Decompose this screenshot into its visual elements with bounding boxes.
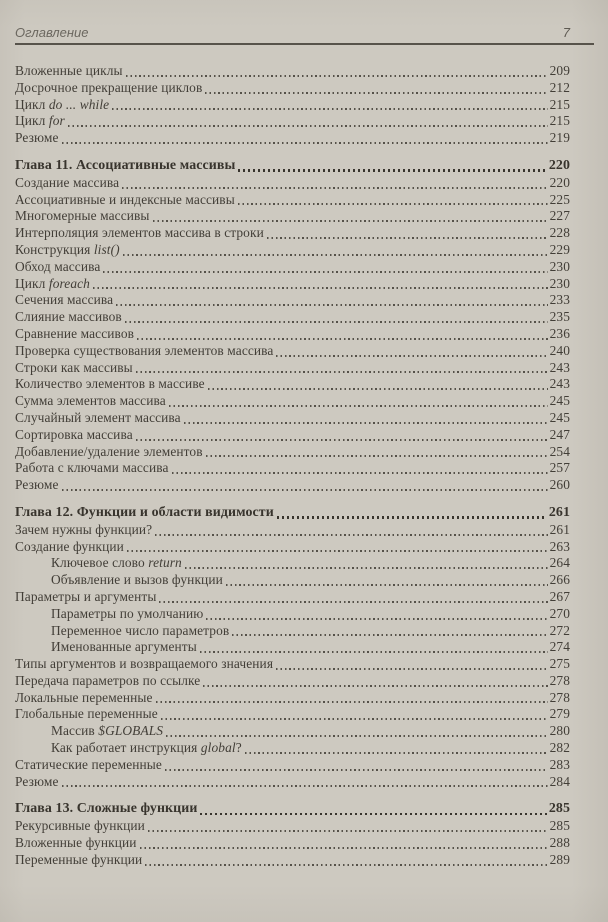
toc-entry-page: 247 [549,426,570,442]
toc-entry [15,192,570,209]
toc-entry [15,477,570,494]
toc-entry-page: 245 [549,409,570,425]
toc-label-part: Вложенные циклы [15,63,123,78]
dot-leader [267,237,548,239]
toc-entry [15,589,570,606]
toc-entry-page: 264 [549,555,570,571]
dot-leader [200,651,548,653]
toc-entry [15,292,570,309]
toc-entry-page: 209 [549,63,570,78]
dot-leader [208,388,548,390]
running-head-title: Оглавление [15,25,89,40]
dot-leader [245,752,548,754]
toc-label-part: Объявление и вызов функции [51,572,223,588]
toc-entry-page: 220 [548,157,570,173]
toc-label-part: Глава 13. Сложные функции [15,801,198,817]
toc-label-part: Типы аргументов и возвращаемого значения [15,656,274,672]
toc-entry-label [15,690,153,707]
toc-label-part: Сечения массива [15,292,114,308]
toc-entry-label [51,723,163,740]
dot-leader [156,701,548,703]
dot-leader [68,125,548,127]
toc-entry [15,63,570,80]
toc-entry-page: 285 [549,818,570,834]
dot-leader [62,489,548,491]
toc-entry-page: 260 [549,477,570,493]
toc-label-part: Массив [51,723,99,739]
toc-entry [15,639,570,656]
toc-label-part: Локальные переменные [15,689,153,705]
toc-entry-page: 283 [549,756,570,772]
toc-entry-page: 243 [549,376,570,392]
toc-entry-page: 263 [549,538,570,554]
toc-label-part: Глава 11. Ассоциативные массивы [15,157,236,173]
toc-entry-page: 220 [549,174,570,190]
dot-leader [238,169,546,171]
toc-entry-page: 212 [549,79,570,95]
dot-leader [93,287,548,289]
toc-label-part: Проверка существования элементов массива [15,342,274,358]
toc-entry [15,757,570,774]
dot-leader [226,584,548,586]
toc-entry [15,673,570,690]
toc-entry-label [15,460,169,477]
toc-entry [15,97,570,114]
toc-entry-label [15,130,59,147]
toc-label-part: Цикл [15,113,49,129]
toc-label-part: Ассоциативные и индексные массивы [15,191,235,207]
toc-entry [15,326,570,343]
toc-label-part: Ключевое слово [51,555,149,571]
toc-entry [15,259,570,276]
toc-entry-page: 230 [549,275,570,291]
toc-entry [15,835,570,852]
toc-entry-page: 227 [549,208,570,224]
toc-entry-page: 235 [549,309,570,325]
scanned-book-page [0,25,608,922]
dot-leader [122,187,547,189]
toc-entry-label [15,360,133,377]
dot-leader [123,254,548,256]
dot-leader [126,75,548,77]
toc-entry [15,818,570,835]
dot-leader [136,371,548,373]
toc-entry [15,130,570,147]
toc-label-part: Глобальные переменные [15,706,158,722]
toc-entry-label [15,259,100,276]
toc-entry-label [15,225,264,242]
toc-entry [15,309,570,326]
toc-label-part: Работа с ключами массива [15,460,169,476]
toc-entry-label [15,393,166,410]
toc-entry-label [15,175,119,192]
toc-entry-label [15,376,205,393]
toc-entry-page: 274 [549,639,570,655]
dot-leader [103,271,547,273]
toc-entry-page: 284 [549,773,570,789]
toc-entry-label [15,427,133,444]
toc-entry-label [15,818,145,835]
toc-entry-label [15,477,59,494]
toc-label-part: Статические переменные [15,756,162,772]
toc-entry-label [15,444,203,461]
toc-label-part: Передача параметров по ссылке [15,672,201,688]
toc-entry [15,208,570,225]
toc-entry-label [51,623,229,640]
toc-entry [15,113,570,130]
dot-leader [136,439,548,441]
toc-entry-page: 289 [549,851,570,867]
toc-entry [15,706,570,723]
toc-entry-label [15,852,142,869]
toc-entry [15,393,570,410]
dot-leader [148,830,548,832]
toc-entry [15,656,570,673]
toc-entry-label [15,192,235,209]
toc-entry-label [15,835,137,852]
toc-entry-page: 279 [549,706,570,722]
toc-entry-label [15,292,113,309]
dot-leader [203,685,547,687]
toc-label-part: Зачем нужны функции? [15,521,153,537]
toc-entry-page: 272 [549,622,570,638]
toc-label-part: Резюме [15,130,59,146]
dot-leader [155,534,547,536]
toc-label-part: Строки как массивы [15,359,133,375]
toc-chapter-heading [15,801,570,818]
toc-entry-label [15,309,122,326]
dot-leader [159,601,547,603]
page-number: 7 [562,25,570,40]
toc-label-part: Обход массива [15,258,101,274]
toc-label-part: list() [93,241,120,257]
toc-entry [15,80,570,97]
toc-label-part: Создание функции [15,538,124,554]
toc-label-part: for [48,113,65,129]
toc-list [15,63,570,869]
toc-entry-label [15,113,65,130]
dot-leader [169,405,548,407]
toc-label-part: $GLOBALS [98,723,164,739]
dot-leader [277,516,547,518]
toc-entry [15,376,570,393]
toc-entry-page: 243 [549,359,570,375]
dot-leader [276,668,548,670]
toc-entry-label [15,326,134,343]
toc-entry-page: 261 [548,504,570,520]
toc-entry [15,723,570,740]
toc-label-part: Сортировка массива [15,426,133,442]
dot-leader [166,735,548,737]
toc-entry-page: 215 [549,113,570,129]
toc-entry-page: 245 [549,393,570,409]
dot-leader [62,142,548,144]
toc-label-part: Сумма элементов массива [15,393,166,409]
toc-entry-page: 236 [549,325,570,341]
toc-entry-label [15,757,162,774]
toc-label-part: global [200,740,236,756]
toc-label-part: Сравнение массивов [15,325,135,341]
toc-entry-page: 278 [549,689,570,705]
toc-entry [15,276,570,293]
dot-leader [172,472,548,474]
toc-entry-label [15,589,156,606]
dot-leader [184,422,548,424]
dot-leader [153,220,548,222]
dot-leader [185,567,548,569]
toc-entry-label [15,276,90,293]
toc-entry-label [15,208,150,225]
toc-entry-page: 266 [549,572,570,588]
toc-entry-page: 280 [549,723,570,739]
toc-entry-page: 275 [549,656,570,672]
toc-entry-label [15,706,158,723]
toc-entry-page: 270 [549,605,570,621]
toc-entry-page: 288 [549,835,570,851]
toc-label-part: Многомерные массивы [15,208,150,224]
toc-label-part: Параметры по умолчанию [51,605,204,621]
toc-label-part: do ... while [48,96,110,112]
toc-entry-page: 230 [549,258,570,274]
toc-entry [15,360,570,377]
toc-label-part: Случайный элемент массива [15,409,181,425]
toc-label-part: foreach [48,275,90,291]
toc-entry [15,606,570,623]
dot-leader [238,203,548,205]
dot-leader [206,455,548,457]
toc-label-part: Параметры и аргументы [15,588,157,604]
toc-entry [15,740,570,757]
toc-label-part: Переменное число параметров [51,622,230,638]
toc-chapter-heading [15,158,570,175]
toc-label-part: return [148,555,182,571]
toc-entry [15,225,570,242]
toc-label-part: Цикл [15,275,49,291]
running-head [15,25,594,45]
toc-entry-page: 285 [548,801,570,817]
toc-entry [15,690,570,707]
toc-label-part: Вложенные функции [15,835,137,851]
toc-label-part: Резюме [15,477,59,493]
toc-label-part: Добавление/удаление элементов [15,443,203,459]
toc-entry-page: 278 [549,672,570,688]
dot-leader [232,634,547,636]
toc-entry-label [15,774,59,791]
toc-entry-page: 225 [549,191,570,207]
toc-label-part: Как работает инструкция [51,740,201,756]
toc-entry-label [15,656,273,673]
toc-entry-page: 282 [549,740,570,756]
toc-entry-page: 219 [549,130,570,146]
toc-entry-label [15,539,124,556]
dot-leader [125,321,548,323]
toc-entry-label [15,410,181,427]
dot-leader [116,304,547,306]
toc-entry-page: 257 [549,460,570,476]
toc-label-part: ? [235,740,242,756]
toc-label-part: Именованные аргументы [51,639,197,655]
toc-label-part: Цикл [15,96,49,112]
dot-leader [112,108,547,110]
toc-entry [15,623,570,640]
toc-entry-label [15,80,202,97]
toc-entry [15,343,570,360]
toc-entry-page: 254 [549,443,570,459]
toc-entry [15,572,570,589]
toc-entry-label [15,505,274,522]
dot-leader [205,92,547,94]
dot-leader [62,785,548,787]
toc-entry-page: 229 [549,241,570,257]
toc-chapter-heading [15,505,570,522]
toc-entry-label [51,555,182,572]
toc-entry-label [15,158,235,175]
toc-entry [15,539,570,556]
toc-entry-page: 228 [549,225,570,241]
toc-entry [15,852,570,869]
toc-entry [15,555,570,572]
dot-leader [206,618,547,620]
toc-entry [15,427,570,444]
toc-label-part: Количество элементов в массиве [15,376,205,392]
toc-entry-label [15,673,200,690]
toc-entry-page: 261 [549,521,570,537]
toc-label-part: Слияние массивов [15,309,122,325]
toc-label-part: Досрочное прекращение циклов [15,79,203,95]
toc-entry [15,410,570,427]
toc-label-part: Конструкция [15,241,94,257]
toc-entry [15,774,570,791]
dot-leader [200,813,546,815]
toc-entry-page: 215 [549,96,570,112]
toc-entry [15,175,570,192]
toc-entry [15,242,570,259]
toc-label-part: Рекурсивные функции [15,818,145,834]
toc-entry-label [15,801,197,818]
toc-entry-label [51,572,223,589]
toc-entry-label [15,242,120,259]
toc-entry-label [15,522,152,539]
toc-entry-label [15,343,273,360]
toc-entry-page: 240 [549,342,570,358]
toc-label-part: Создание массива [15,174,120,190]
toc-label-part: Интерполяция элементов массива в строки [15,225,264,241]
dot-leader [276,355,547,357]
toc-label-part: Переменные функции [15,851,143,867]
dot-leader [140,847,548,849]
dot-leader [127,550,548,552]
toc-entry [15,444,570,461]
dot-leader [165,769,548,771]
toc-entry-label [51,606,203,623]
toc-entry [15,460,570,477]
dot-leader [137,338,548,340]
toc-label-part: Глава 12. Функции и области видимости [15,504,274,520]
toc-entry [15,522,570,539]
toc-entry-label [15,63,123,80]
dot-leader [161,718,548,720]
toc-entry-page: 267 [549,588,570,604]
dot-leader [145,864,547,866]
toc-entry-label [51,639,197,656]
toc-entry-page: 233 [549,292,570,308]
toc-label-part: Резюме [15,773,59,789]
toc-entry-label [15,97,109,114]
toc-entry-label [51,740,242,757]
